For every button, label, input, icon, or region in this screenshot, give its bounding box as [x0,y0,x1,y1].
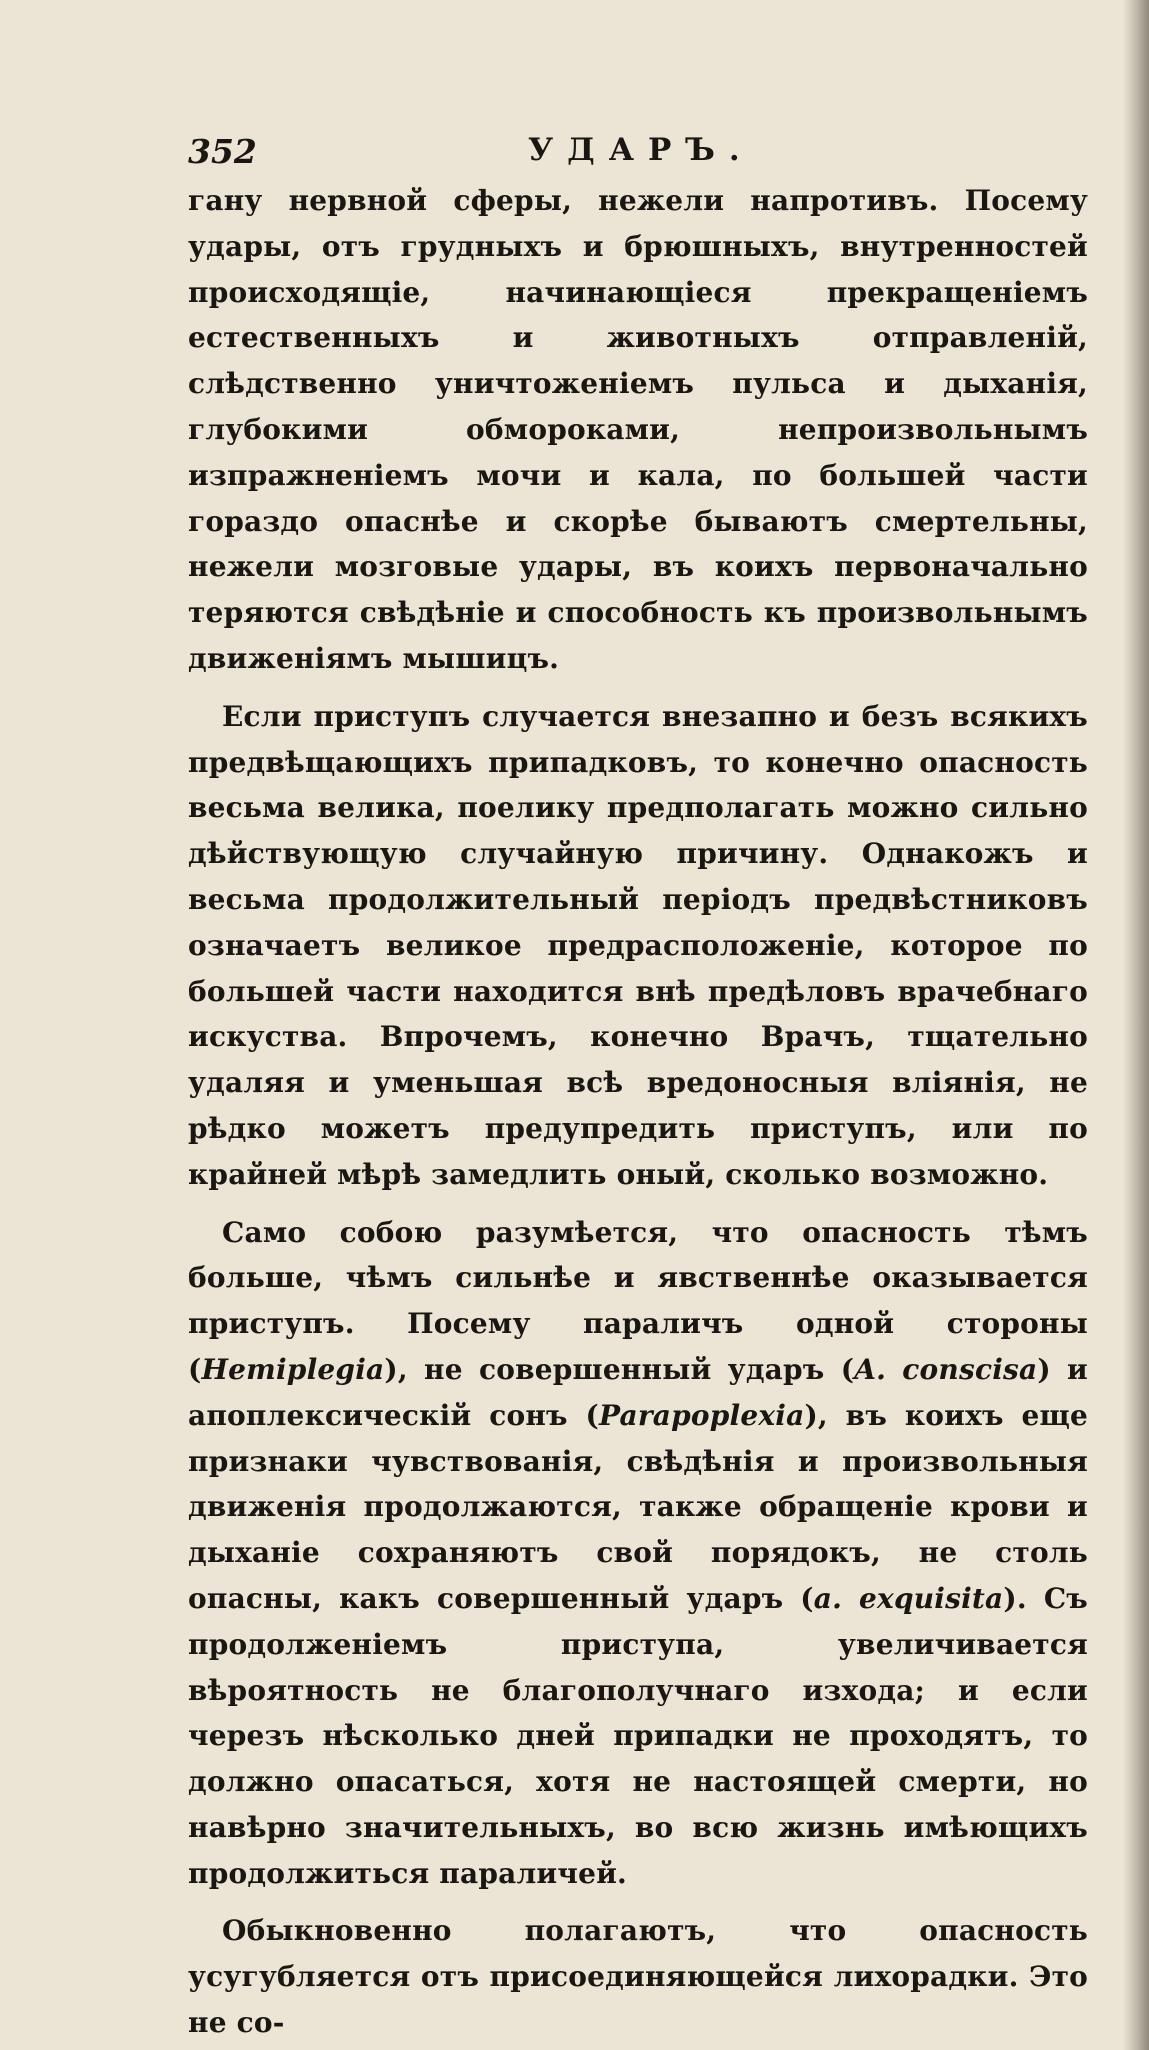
text-run: ) и апоплексическій сонъ ( [188,1352,1088,1432]
text-run: ), не совершенный ударъ ( [384,1352,855,1386]
latin-term-exquisita: a. exquisita [813,1581,1004,1615]
running-title: УДАРЪ. [528,132,754,168]
running-head [188,118,1088,178]
text-run: Само собою разумѣется, что опасность тѣмъ больше, чѣмъ сильнѣе и явственнѣе оказывается приступъ. Посему параличъ одной стороны ( [188,1215,1088,1386]
latin-term-hemiplegia: Hemiplegia [201,1352,385,1386]
page-number: 352 [188,132,257,171]
paragraph-2 [188,694,1088,1198]
body-text [188,178,1088,2046]
latin-term-conscisa: A. conscisa [854,1352,1038,1386]
text-run: гану нервной сферы, нежели напротивъ. Посему удары, отъ грудныхъ и брюшныхъ, внутренностей происходящіе, начинающіеся прекращеніемъ естественныхъ и животныхъ отправленій, слѣдственно уничтоженіемъ пульса и дыханія, глубокими обмороками, непроизвольнымъ изпражненіемъ мочи и кала, по большей части гораздо опаснѣе и скорѣе бываютъ смертельны, нежели мозговые удары, въ коихъ первоначально теряются свѣдѣніе и способность къ произвольнымъ движеніямъ мышицъ. [188,184,1088,675]
book-page [188,118,1088,2046]
latin-term-parapoplexia: Parapoplexia [598,1398,805,1432]
paragraph-1 [188,178,1088,682]
text-run: ), въ коихъ еще признаки чувствованія, свѣдѣнія и произвольныя движенія продолжаются, также обращеніе крови и дыханіе сохраняютъ свой порядокъ, не столь опасны, какъ совершенный ударъ ( [188,1398,1089,1615]
text-run: Если приступъ случается внезапно и безъ всякихъ предвѣщающихъ припадковъ, то конечно опасность весьма велика, поелику предполагать можно сильно дѣйствующую случайную причину. Однакожъ и весьма продолжительный періодъ предвѣстниковъ означаетъ великое предрасположеніе, которое по большей части находится внѣ предѣловъ врачебнаго искуства. Впрочемъ, конечно Врачъ, тщательно удаляя и уменьшая всѣ вредоносныя вліянія, не рѣдко можетъ предупредить приступъ, или по крайней мѣрѣ замедлить оный, сколько возможно. [188,699,1088,1191]
paragraph-3 [188,1210,1088,1897]
text-run: ). Съ продолженіемъ приступа, увеличивается вѣроятность не благополучнаго изхода; и если черезъ нѣсколько дней припадки не проходятъ, то должно опасаться, хотя не настоящей смерти, но навѣрно значительныхъ, во всю жизнь имѣющихъ продолжиться параличей. [188,1581,1088,1890]
text-run: Обыкновенно полагаютъ, что опасность усугубляется отъ присоединяющейся лихорадки. Это не со- [188,1914,1088,2040]
page-edge-shadow [1123,0,1149,2050]
paragraph-4 [188,1908,1088,2045]
